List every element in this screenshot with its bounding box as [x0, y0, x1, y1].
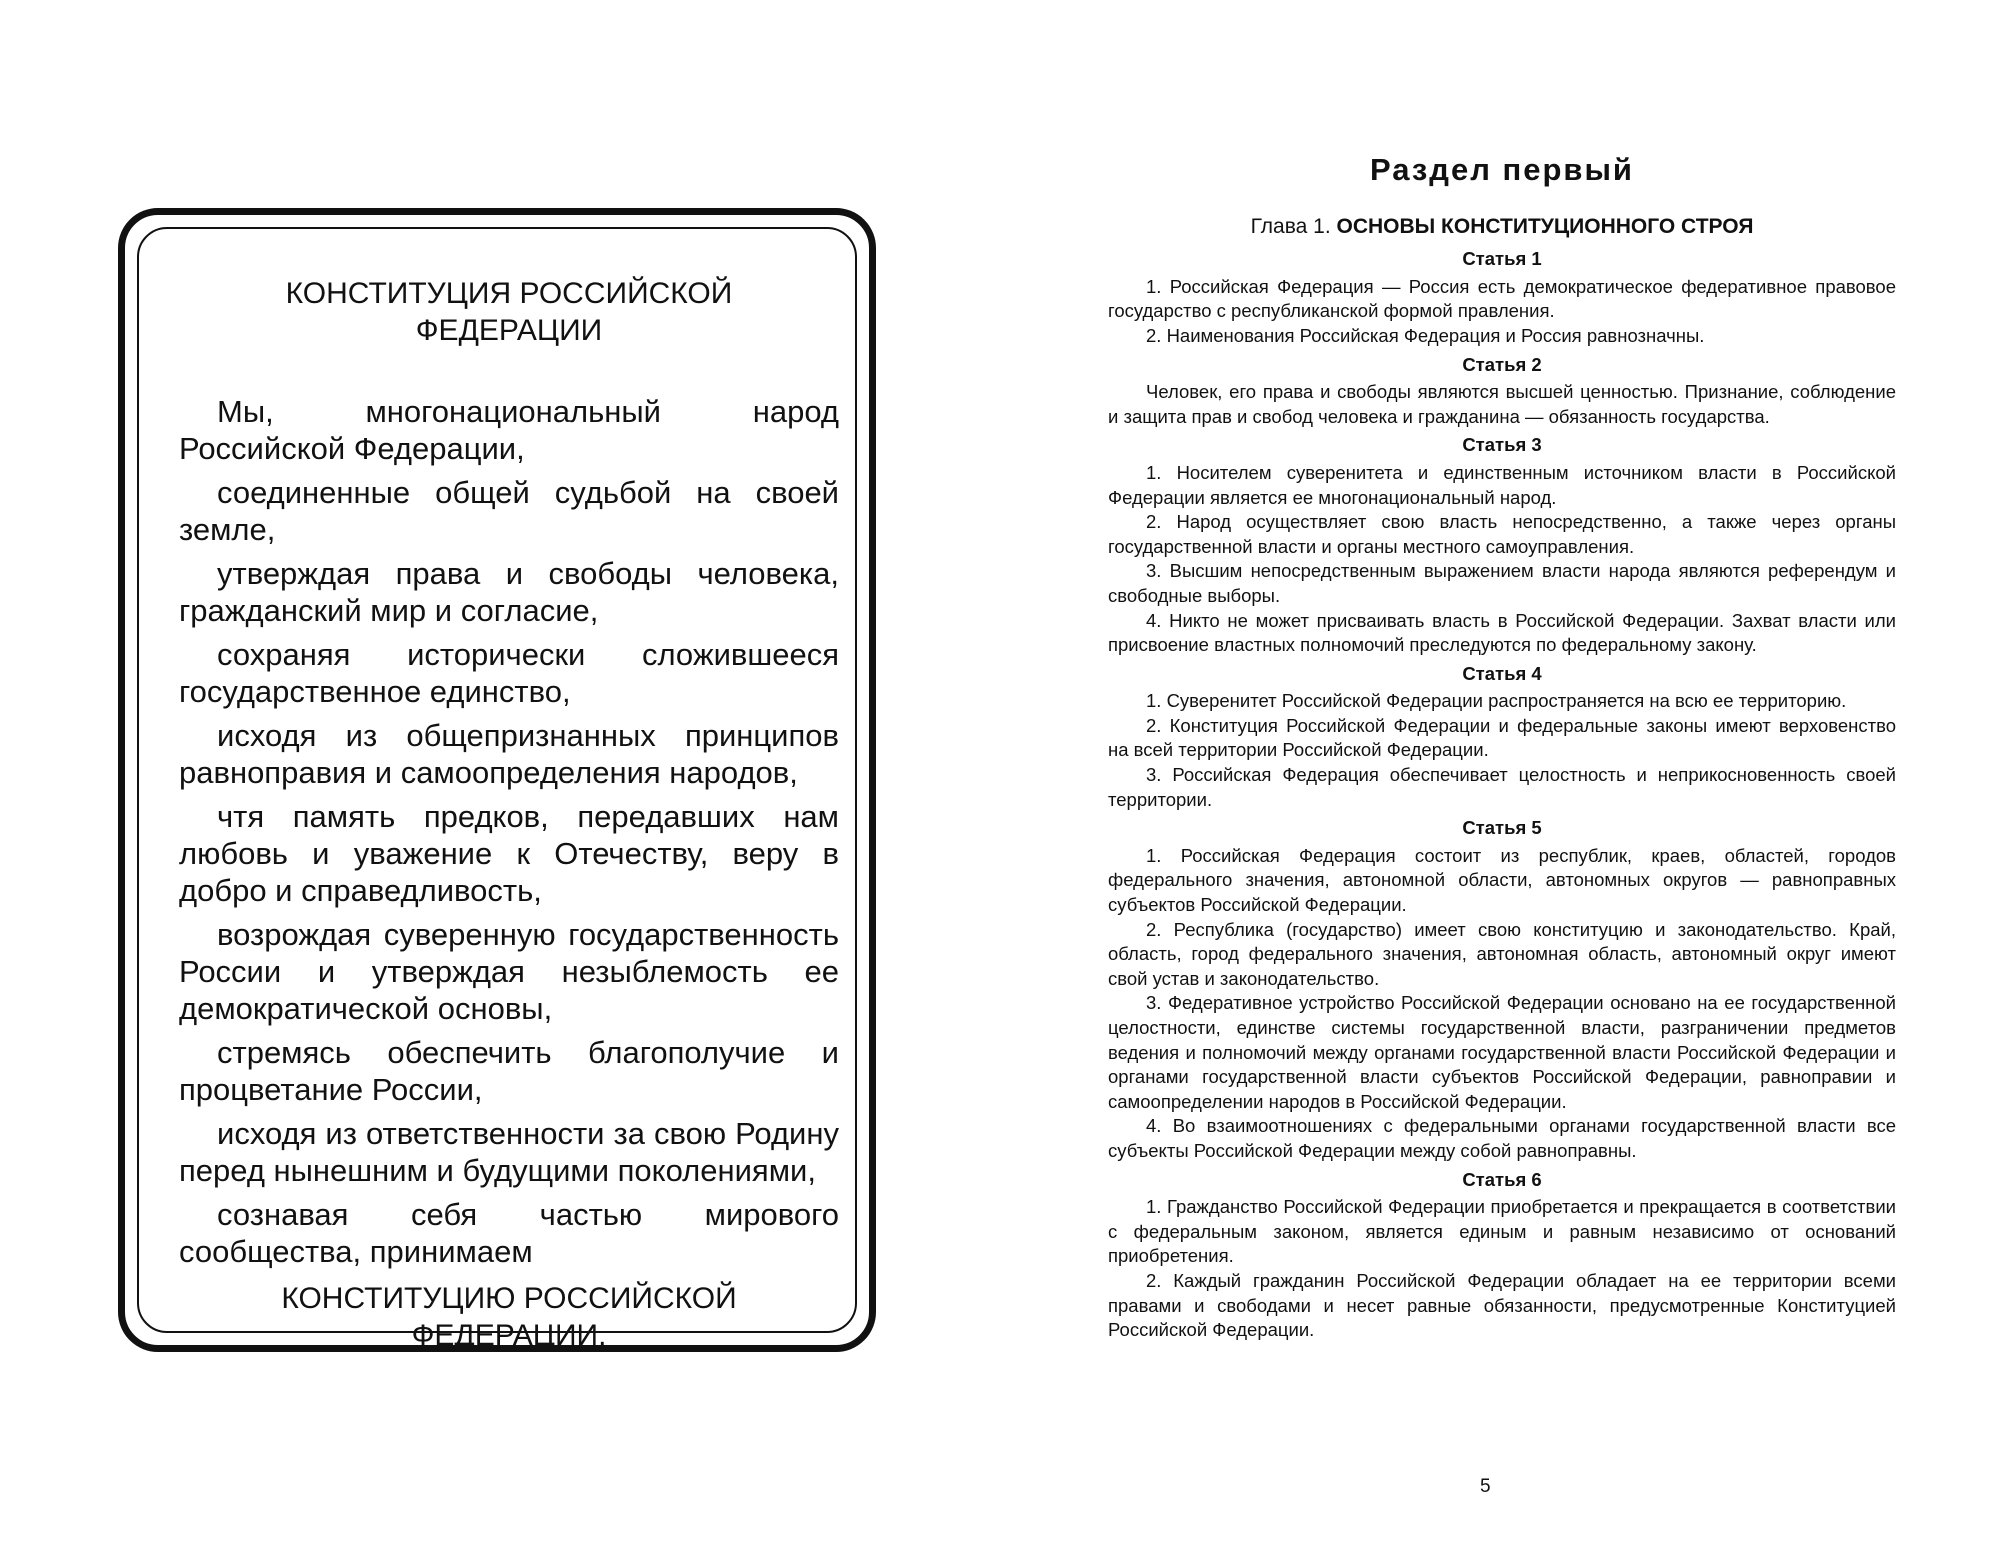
- preamble-frame: [118, 208, 876, 1352]
- preamble-paragraph: сознавая себя частью мирового сообщества, принимаем: [179, 1197, 839, 1269]
- section-title: Раздел первый: [1369, 152, 1634, 187]
- article-paragraph: 2. Народ осуществляет свою власть непосредственно, а также через органы государственной власти и органы местного самоуправления.: [1108, 511, 1896, 557]
- article-paragraph: 4. Во взаимоотношениях с федеральными органами государственной власти все субъекты Российской Федерации между собой равноправны.: [1108, 1115, 1896, 1161]
- article-heading: Статья 3: [1462, 434, 1542, 456]
- preamble-paragraph: возрождая суверенную государственность России и утверждая незыблемость ее демократической основы,: [179, 917, 839, 1026]
- article-heading: Статья 1: [1462, 248, 1542, 270]
- article-paragraph: 2. Каждый гражданин Российской Федерации обладает на ее территории всеми правами и свободами и несет равные обязанности, предусмотренные Конституцией Российской Федерации.: [1108, 1269, 1896, 1341]
- preamble-paragraph: чтя память предков, передавших нам любовь и уважение к Отечеству, веру в добро и справедливость,: [179, 799, 839, 908]
- document-title: [179, 275, 839, 349]
- preamble-paragraph: сохраняя исторически сложившееся государственное единство,: [179, 637, 839, 709]
- article-6: [1108, 1168, 1896, 1343]
- article-heading: Статья 6: [1462, 1168, 1542, 1190]
- preamble-paragraph: исходя из общепризнанных принципов равноправия и самоопределения народов,: [179, 718, 839, 790]
- article-paragraph: 3. Российская Федерация обеспечивает целостность и неприкосновенность своей территории.: [1108, 764, 1896, 810]
- page-number: 5: [1480, 1476, 1491, 1497]
- chapter-label: Глава 1.: [1250, 214, 1331, 238]
- article-4: [1108, 662, 1896, 813]
- article-paragraph: 3. Федеративное устройство Российской Федерации основано на ее государственной целостности, единстве системы государственной власти, разграничении предметов ведения и полномочий между органами государственной власти Российской Федерации и органами государственной власти субъектов Российской Федерации, равноправии и самоопределении народов в Российской Федерации.: [1108, 992, 1896, 1112]
- preamble-paragraph: исходя из ответственности за свою Родину перед нынешним и будущими поколениями,: [179, 1116, 839, 1188]
- closing-line: КОНСТИТУЦИЮ РОССИЙСКОЙ: [281, 1282, 737, 1315]
- preamble-closing: [179, 1280, 839, 1354]
- preamble-paragraph: утверждая права и свободы человека, гражданский мир и согласие,: [179, 556, 839, 628]
- title-line: ФЕДЕРАЦИИ: [415, 314, 603, 347]
- article-heading: Статья 5: [1462, 817, 1542, 839]
- article-paragraph: 1. Российская Федерация состоит из республик, краев, областей, городов федерального значения, автономной области, автономных округов — равноправных субъектов Российской Федерации.: [1108, 844, 1896, 916]
- title-line: КОНСТИТУЦИЯ РОССИЙСКОЙ: [285, 277, 733, 310]
- article-paragraph: 4. Никто не может присваивать власть в Российской Федерации. Захват власти или присвоение властных полномочий преследуются по федеральному закону.: [1108, 609, 1896, 656]
- article-heading: Статья 4: [1462, 662, 1542, 684]
- article-paragraph: 2. Республика (государство) имеет свою конституцию и законодательство. Край, область, город федерального значения, автономная область, автономный округ имеют свой устав и законодательство.: [1108, 918, 1896, 989]
- article-heading: Статья 2: [1462, 353, 1542, 375]
- chapter-title: [1108, 215, 1896, 240]
- article-paragraph: 1. Носителем суверенитета и единственным источником власти в Российской Федерации является ее многонациональный народ.: [1108, 461, 1896, 508]
- article-paragraph: 1. Суверенитет Российской Федерации распространяется на всю ее территорию.: [1146, 690, 1847, 712]
- closing-line: ФЕДЕРАЦИИ.: [411, 1319, 607, 1352]
- article-5: [1108, 816, 1896, 1163]
- preamble-text: [179, 275, 839, 1354]
- preamble-paragraph: соединенные общей судьбой на своей земле,: [179, 475, 839, 547]
- article-paragraph: Человек, его права и свободы являются высшей ценностью. Признание, соблюдение и защита прав и свобод человека и гражданина — обязанность государства.: [1108, 381, 1896, 427]
- preamble-paragraph: Мы, многонациональный народ Российской Федерации,: [179, 394, 839, 466]
- chapter-name: ОСНОВЫ КОНСТИТУЦИОННОГО СТРОЯ: [1336, 214, 1754, 238]
- right-page: [1108, 152, 1896, 1343]
- article-paragraph: 1. Российская Федерация — Россия есть демократическое федеративное правовое государство с республиканской формой правления.: [1108, 275, 1896, 322]
- article-1: [1108, 247, 1896, 348]
- preamble-paragraph: стремясь обеспечить благополучие и процветание России,: [179, 1035, 839, 1107]
- article-paragraph: 1. Гражданство Российской Федерации приобретается и прекращается в соответствии с федеральным законом, является единым и равным независимо от оснований приобретения.: [1108, 1196, 1896, 1267]
- article-paragraph: 2. Наименования Российская Федерация и Россия равнозначны.: [1146, 324, 1705, 346]
- article-paragraph: 3. Высшим непосредственным выражением власти народа являются референдум и свободные выборы.: [1108, 560, 1896, 606]
- article-3: [1108, 433, 1896, 657]
- article-2: [1108, 353, 1896, 430]
- article-paragraph: 2. Конституция Российской Федерации и федеральные законы имеют верховенство на всей территории Российской Федерации.: [1108, 714, 1896, 761]
